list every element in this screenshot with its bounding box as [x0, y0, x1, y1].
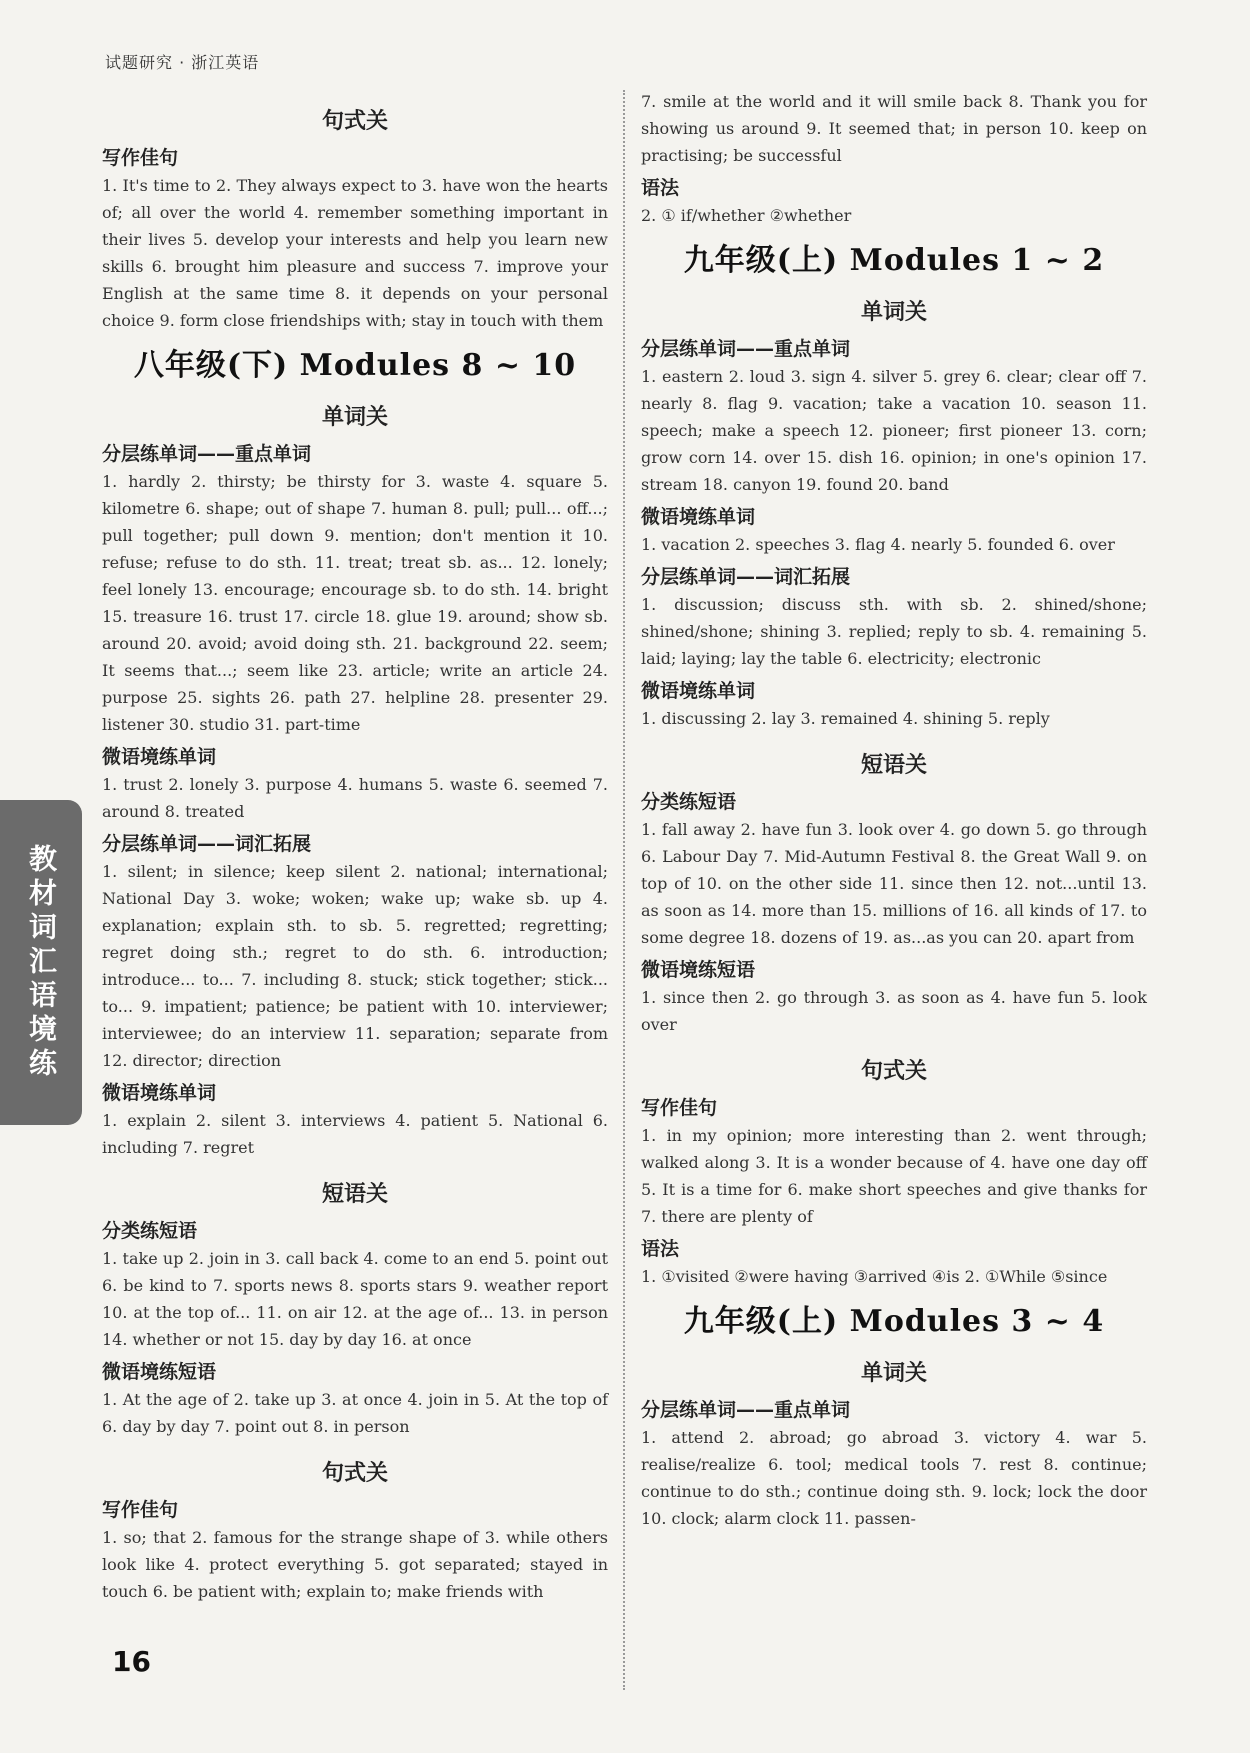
answer-text: 1. ①visited ②were having ③arrived ④is 2. ①While ⑤since [641, 1267, 1108, 1286]
section-title: 短语关 [321, 1182, 388, 1207]
answer-text: 1. so; that 2. famous for the strange shape of 3. while others look like 4. protect everything 5. got separated; stayed in touch 6. be patient with; explain to; make friends with [102, 1528, 608, 1601]
subsection-title: 微语境练单词 [641, 506, 756, 528]
subsection-title: 分类练短语 [102, 1220, 198, 1242]
answer-text: 1. since then 2. go through 3. as soon as 4. have fun 5. look over [641, 988, 1147, 1034]
subsection-title: 分层练单词——重点单词 [641, 338, 851, 360]
answer-text: 2. ① if/whether ②whether [641, 206, 852, 225]
section-title: 短语关 [860, 753, 927, 778]
subsection-title: 微语境练单词 [102, 746, 217, 768]
answer-text: 1. attend 2. abroad; go abroad 3. victory 4. war 5. realise/realize 6. tool; medical tools 7. rest 8. continue; continue to do sth.; continue doing sth. 9. lock; lock the door 10. clock; alarm clock 11. passen- [641, 1428, 1147, 1528]
subsection-title: 分层练单词——词汇拓展 [102, 833, 312, 855]
subsection-title: 分层练单词——重点单词 [641, 1399, 851, 1421]
side-tab-label: 教材词汇语境练 [25, 843, 58, 1082]
running-header: 试题研究 · 浙江英语 [105, 53, 260, 72]
answer-text: 1. hardly 2. thirsty; be thirsty for 3. waste 4. square 5. kilometre 6. shape; out of shape 7. human 8. pull; pull... off...; pull together; pull down 9. mention; don't mention it 10. refuse; refuse to do sth. 11. treat; treat sb. as... 12. lonely; feel lonely 13. encourage; encourage sb. to do sth. 14. bright 15. treasure 16. trust 17. circle 18. glue 19. around; show sb. around 20. avoid; avoid doing sth. 21. background 22. seem; It seems that...; seem like 23. article; write an article 24. purpose 25. sights 26. path 27. helpline 28. presenter 29. listener 30. studio 31. part-time [102, 472, 608, 734]
section-title: 句式关 [860, 1059, 927, 1084]
module-title: 九年级(上) Modules 3 ~ 4 [683, 1304, 1105, 1339]
column-divider [623, 90, 625, 1690]
subsection-title: 写作佳句 [102, 1499, 179, 1521]
answer-text: 1. trust 2. lonely 3. purpose 4. humans 5. waste 6. seemed 7. around 8. treated [102, 775, 608, 821]
right-column [641, 88, 1147, 1532]
subsection-title: 分层练单词——词汇拓展 [641, 566, 851, 588]
answer-text: 1. explain 2. silent 3. interviews 4. patient 5. National 6. including 7. regret [102, 1111, 608, 1157]
section-title: 单词关 [321, 405, 388, 430]
section-title: 单词关 [860, 300, 927, 325]
subsection-title: 微语境练单词 [641, 680, 756, 702]
section-title: 句式关 [321, 1461, 388, 1486]
answer-text: 1. take up 2. join in 3. call back 4. come to an end 5. point out 6. be kind to 7. sports news 8. sports stars 9. weather report 10. at the top of... 11. on air 12. at the age of... 13. in person 14. whether or not 15. day by day 16. at once [102, 1249, 608, 1349]
answer-text: 1. eastern 2. loud 3. sign 4. silver 5. grey 6. clear; clear off 7. nearly 8. flag 9. vacation; take a vacation 10. season 11. speech; make a speech 12. pioneer; first pioneer 13. corn; grow corn 14. over 15. dish 16. opinion; in one's opinion 17. stream 18. canyon 19. found 20. band [641, 367, 1147, 494]
answer-text: 1. vacation 2. speeches 3. flag 4. nearly 5. founded 6. over [641, 535, 1115, 554]
subsection-title: 微语境练短语 [641, 959, 756, 981]
answer-text: 1. discussion; discuss sth. with sb. 2. shined/shone; shined/shone; shining 3. replied; reply to sb. 4. remaining 5. laid; laying; lay the table 6. electricity; electronic [641, 595, 1147, 668]
subsection-title: 微语境练单词 [102, 1082, 217, 1104]
subsection-title: 分类练短语 [641, 791, 737, 813]
subsection-title: 微语境练短语 [102, 1361, 217, 1383]
subsection-title: 语法 [641, 177, 680, 199]
answer-text: 1. At the age of 2. take up 3. at once 4. join in 5. At the top of 6. day by day 7. point out 8. in person [102, 1390, 608, 1436]
answer-text: 1. fall away 2. have fun 3. look over 4. go down 5. go through 6. Labour Day 7. Mid-Autumn Festival 8. the Great Wall 9. on top of 10. on the other side 11. since then 12. not...until 13. as soon as 14. more than 15. millions of 16. all kinds of 17. to some degree 18. dozens of 19. as...as you can 20. apart from [641, 820, 1147, 947]
module-title: 八年级(下) Modules 8 ~ 10 [133, 348, 577, 383]
answer-text: 1. discussing 2. lay 3. remained 4. shining 5. reply [641, 709, 1050, 728]
subsection-title: 写作佳句 [641, 1097, 718, 1119]
answer-text: 7. smile at the world and it will smile back 8. Thank you for showing us around 9. It seemed that; in person 10. keep on practising; be successful [641, 92, 1147, 165]
side-tab [0, 800, 82, 1125]
page-number: 16 [112, 1645, 151, 1678]
subsection-title: 分层练单词——重点单词 [102, 443, 312, 465]
left-column [102, 88, 608, 1605]
module-title: 九年级(上) Modules 1 ~ 2 [683, 243, 1105, 278]
section-title: 单词关 [860, 1361, 927, 1386]
answer-text: 1. in my opinion; more interesting than 2. went through; walked along 3. It is a wonder because of 4. have one day off 5. It is a time for 6. make short speeches and give thanks for 7. there are plenty of [641, 1126, 1147, 1226]
section-title: 句式关 [321, 109, 388, 134]
answer-text: 1. silent; in silence; keep silent 2. national; international; National Day 3. woke; woken; wake up; wake sb. up 4. explanation; explain sth. to sb. 5. regretted; regretting; regret doing sth.; regret to do sth. 6. introduction; introduce... to... 7. including 8. stuck; stick together; stick... to... 9. impatient; patience; be patient with 10. interviewer; interviewee; do an interview 11. separation; separate from 12. director; direction [102, 862, 608, 1070]
subsection-title: 语法 [641, 1238, 680, 1260]
subsection-title: 写作佳句 [102, 147, 179, 169]
answer-text: 1. It's time to 2. They always expect to 3. have won the hearts of; all over the world 4. remember something important in their lives 5. develop your interests and help you learn new skills 6. brought him pleasure and success 7. improve your English at the same time 8. it depends on your personal choice 9. form close friendships with; stay in touch with them [102, 176, 608, 330]
